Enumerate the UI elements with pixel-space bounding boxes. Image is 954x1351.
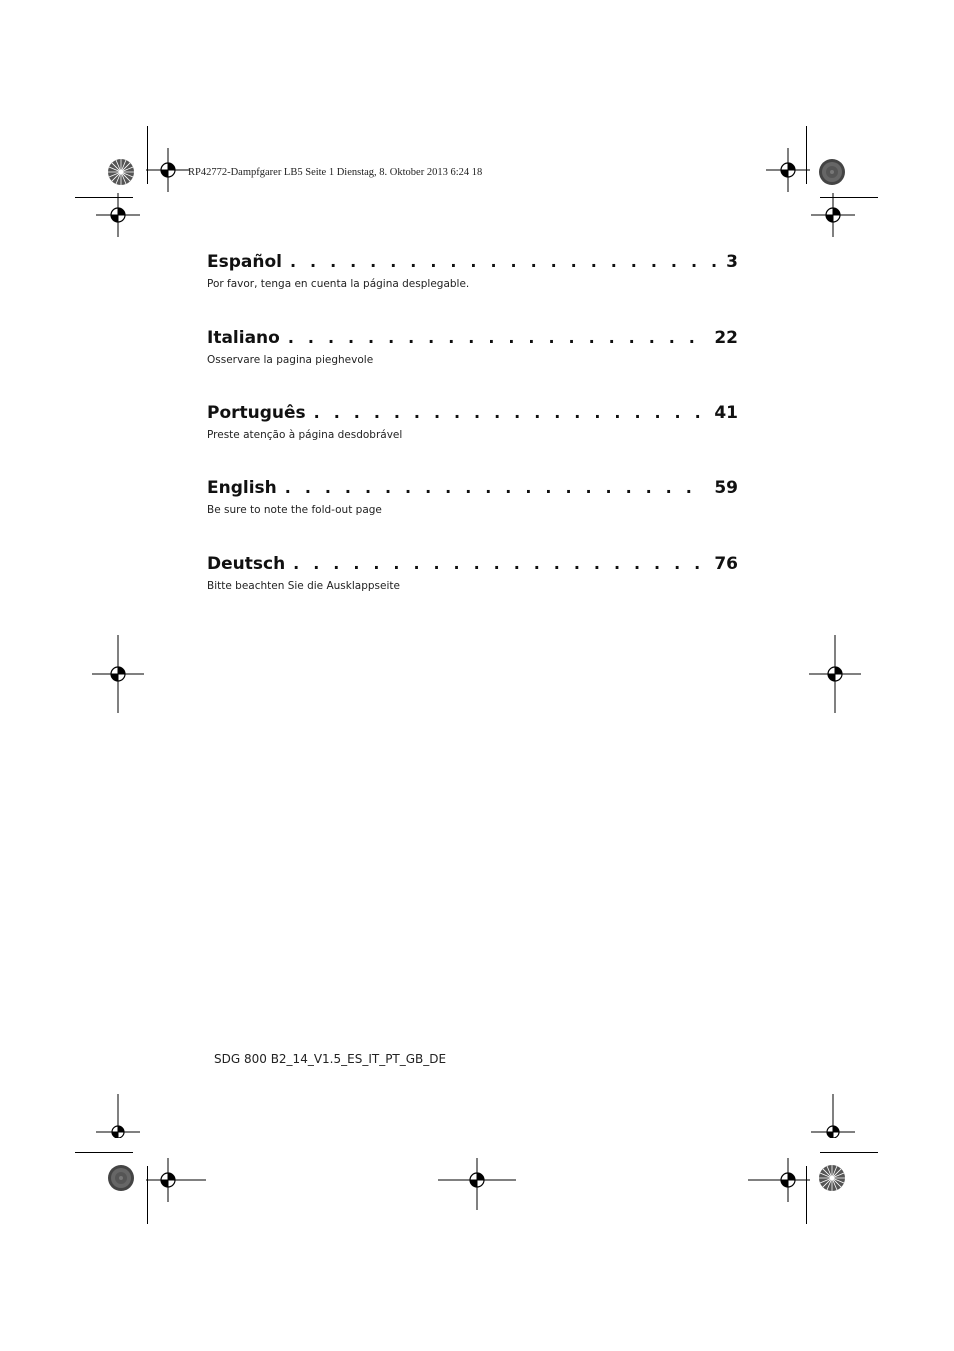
toc-page-number: 22 xyxy=(714,328,738,348)
toc-page-number: 41 xyxy=(714,403,738,423)
registration-crosshair-icon xyxy=(438,1158,516,1210)
toc-entry-espanol xyxy=(207,252,738,290)
toc-page-number: 3 xyxy=(726,252,738,272)
radial-target-icon xyxy=(818,1164,846,1192)
toc-note: Osservare la pagina pieghevole xyxy=(207,354,374,366)
print-header: RP42772-Dampfgarer LB5 Seite 1 Dienstag, 8. Oktober 2013 6:24 18 xyxy=(188,167,483,178)
toc-entry-english xyxy=(207,478,738,516)
registration-crosshair-icon xyxy=(96,193,140,237)
registration-crosshair-icon xyxy=(146,148,190,192)
toc-leader-dots xyxy=(285,478,707,498)
registration-crosshair-icon xyxy=(96,1094,140,1138)
registration-crosshair-icon xyxy=(809,635,861,713)
registration-crosshair-icon xyxy=(766,148,810,192)
registration-crosshair-icon xyxy=(146,1158,206,1202)
toc-entry-portugues xyxy=(207,403,738,441)
radial-target-icon xyxy=(107,158,135,186)
document-code: SDG 800 B2_14_V1.5_ES_IT_PT_GB_DE xyxy=(214,1052,447,1066)
crop-line xyxy=(820,1152,878,1153)
toc-leader-dots xyxy=(293,554,706,574)
toc-leader-dots xyxy=(288,328,706,348)
toc-title: English xyxy=(207,478,277,498)
toc-entry-deutsch xyxy=(207,554,738,592)
toc-note: Por favor, tenga en cuenta la página desplegable. xyxy=(207,278,470,290)
registration-crosshair-icon xyxy=(748,1158,810,1202)
toc-leader-dots xyxy=(290,252,718,272)
toc-leader-dots xyxy=(314,403,707,423)
radial-target-icon xyxy=(818,158,846,186)
crop-line xyxy=(75,1152,133,1153)
toc-entry-italiano xyxy=(207,328,738,366)
registration-crosshair-icon xyxy=(811,1094,855,1138)
toc-title: Español xyxy=(207,252,282,272)
registration-crosshair-icon xyxy=(92,635,144,713)
toc-page-number: 76 xyxy=(714,554,738,574)
toc-page-number: 59 xyxy=(714,478,738,498)
toc-title: Deutsch xyxy=(207,554,286,574)
toc-title: Italiano xyxy=(207,328,280,348)
radial-target-icon xyxy=(107,1164,135,1192)
toc-note: Preste atenção à página desdobrável xyxy=(207,429,403,441)
registration-crosshair-icon xyxy=(811,193,855,237)
toc-note: Be sure to note the fold-out page xyxy=(207,504,382,516)
toc-title: Português xyxy=(207,403,306,423)
toc-note: Bitte beachten Sie die Ausklappseite xyxy=(207,580,400,592)
